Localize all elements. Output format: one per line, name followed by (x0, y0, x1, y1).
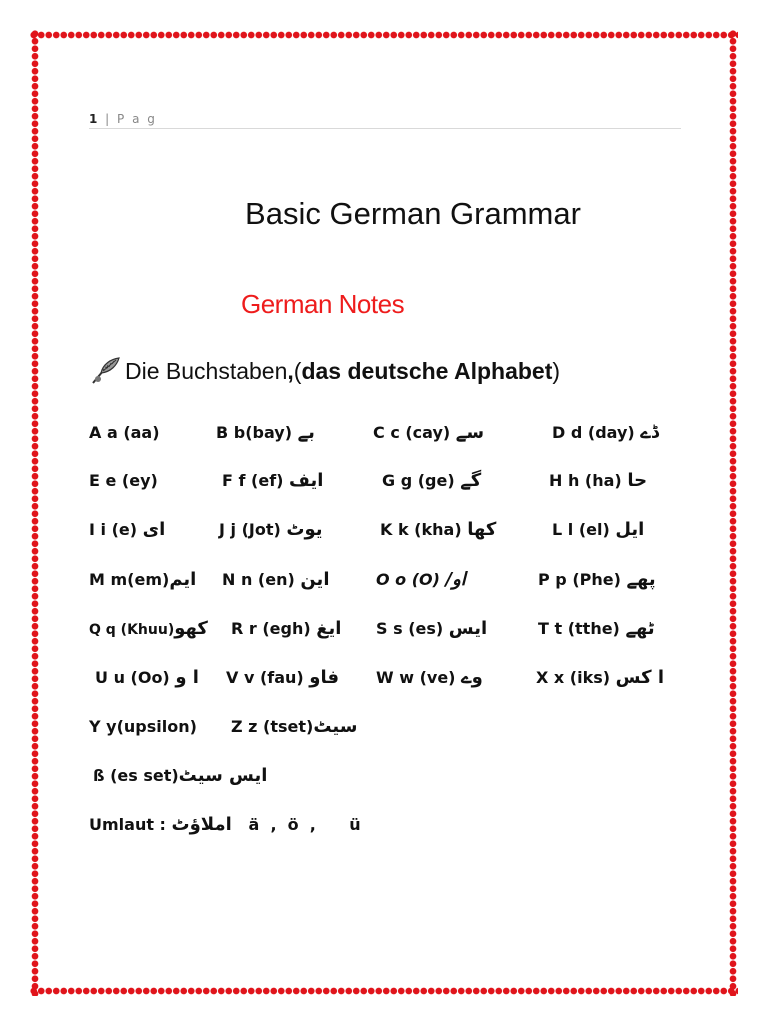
heading-paren-close: ) (552, 357, 561, 384)
letter-urdu: ایغ (316, 618, 342, 639)
letter-latin: I i (e) (89, 520, 143, 539)
letter-latin: K k (kha) (380, 520, 468, 539)
letter-urdu: این (300, 569, 330, 590)
alphabet-entry-d (552, 422, 659, 444)
letter-urdu: ای (142, 519, 166, 540)
header-separator: | (99, 112, 118, 126)
letter-latin: ß (es set) (93, 766, 179, 785)
letter-latin: S s (es) (376, 619, 449, 638)
letter-latin: A a (aa) (89, 423, 160, 442)
alphabet-entry-z (231, 716, 357, 738)
alphabet-entry-o (376, 569, 466, 591)
alphabet-entry-e (89, 470, 158, 492)
letter-urdu: ا و (175, 667, 199, 688)
alphabet-entry-x (536, 667, 664, 689)
heading-paren-open: ( (293, 357, 302, 384)
letter-urdu: سیٹ (313, 716, 358, 737)
alphabet-entry-s (376, 618, 487, 640)
document-title: Basic German Grammar (245, 196, 581, 231)
letter-latin: W w (ve) (376, 668, 462, 687)
letter-latin: P p (Phe) (538, 570, 627, 589)
letter-latin: Q q (Khuu) (89, 622, 175, 638)
heading-part-2: das deutsche Alphabet (301, 357, 553, 384)
alphabet-entry-a (89, 422, 160, 444)
letter-urdu: ایس (448, 618, 488, 639)
alphabet-entry-k (380, 519, 496, 541)
letter-latin: F f (ef) (222, 471, 290, 490)
letter-latin: Z z (tset) (231, 717, 314, 736)
document-subtitle: German Notes (241, 289, 405, 319)
letter-urdu: فاو (309, 667, 340, 688)
alphabet-entry-b (216, 422, 315, 444)
letter-latin: L l (el) (552, 520, 616, 539)
letter-latin: Y y(upsilon) (89, 717, 197, 736)
umlaut-label: Umlaut : (89, 815, 172, 834)
letter-urdu: ایف (289, 470, 324, 491)
alphabet-entry-v (226, 667, 339, 689)
letter-latin: M m(em) (89, 570, 170, 589)
letter-latin: N n (en) (222, 570, 301, 589)
letter-urdu: ایل (615, 519, 645, 540)
letter-urdu: ایم (169, 569, 197, 590)
letter-urdu: ڈے (640, 422, 659, 443)
page-number: 1 (89, 112, 100, 126)
letter-latin: E e (ey) (89, 471, 158, 490)
alphabet-entry-p (538, 569, 656, 591)
letter-urdu: یوٹ (286, 519, 323, 540)
letter-latin: B b(bay) (216, 423, 298, 442)
letter-latin: D d (day) (552, 423, 641, 442)
letter-latin: U u (Oo) (95, 668, 176, 687)
letter-latin: J j (Jot) (219, 520, 287, 539)
alphabet-entry-q (89, 618, 208, 641)
letter-urdu: بے (297, 422, 315, 443)
letter-urdu: کھو (174, 618, 208, 639)
alphabet-entry-eszett (93, 765, 267, 787)
alphabet-entry-h (549, 470, 647, 492)
letter-urdu: وے (461, 667, 483, 688)
alphabet-entry-y (89, 716, 197, 738)
letter-urdu: گے (460, 470, 482, 491)
letter-urdu: /او (445, 569, 466, 590)
alphabet-entry-f (222, 470, 323, 492)
alphabet-entry-n (222, 569, 330, 591)
page-label: P a g (117, 112, 157, 126)
alphabet-entry-l (552, 519, 644, 541)
letter-urdu: پھے (626, 569, 656, 590)
letter-urdu: ا کس (615, 667, 664, 688)
letter-latin: X x (iks) (536, 668, 616, 687)
heading-comma: , (287, 357, 294, 384)
letter-latin: O o (O) (376, 570, 446, 589)
letter-latin: G g (ge) (382, 471, 461, 490)
letter-latin: T t (tthe) (538, 619, 626, 638)
alphabet-entry-u (95, 667, 199, 689)
alphabet-entry-c (373, 422, 484, 444)
alphabet-entry-m (89, 569, 196, 591)
alphabet-entry-w (376, 667, 483, 689)
umlaut-urdu: املاؤٹ (171, 814, 232, 835)
letter-urdu: ٹھے (625, 618, 655, 639)
umlaut-line (89, 814, 361, 836)
letter-latin: C c (cay) (373, 423, 456, 442)
alphabet-entry-r (231, 618, 341, 640)
alphabet-entry-t (538, 618, 655, 640)
alphabet-entry-j (219, 519, 323, 541)
letter-urdu: حا (627, 470, 648, 491)
heading-part-1: Die Buchstaben (125, 357, 288, 384)
letter-urdu: سے (455, 422, 485, 443)
letter-urdu: کھا (467, 519, 497, 540)
letter-latin: H h (ha) (549, 471, 628, 490)
letter-urdu: ایس سیٹ (178, 765, 268, 786)
letter-latin: V v (fau) (226, 668, 310, 687)
alphabet-entry-i (89, 519, 165, 541)
alphabet-entry-g (382, 470, 481, 492)
letter-latin: R r (egh) (231, 619, 317, 638)
umlaut-letters: ä , ö , ü (231, 815, 361, 834)
